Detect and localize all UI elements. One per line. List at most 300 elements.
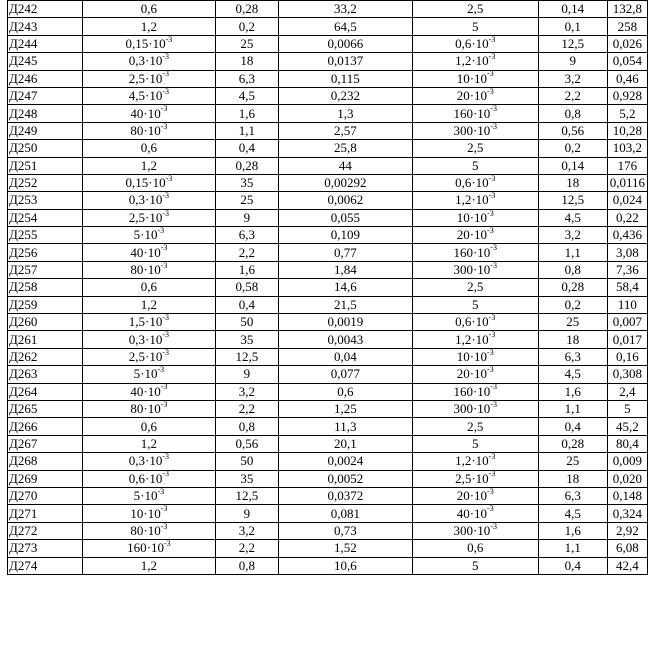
table-cell: 0,020 <box>607 470 647 487</box>
table-cell: $5\cdot 10^{-3}$ <box>82 366 215 383</box>
table-cell: 2,5 <box>412 140 538 157</box>
exponent: -3 <box>162 452 169 462</box>
row-code-cell: Д242 <box>8 1 83 18</box>
table-cell: $1,2\cdot 10^{-3}$ <box>412 192 538 209</box>
exponent: -3 <box>490 400 497 409</box>
table-cell: 0,436 <box>607 227 647 244</box>
row-code-cell: Д262 <box>8 348 83 365</box>
exponent: -3 <box>160 383 168 392</box>
table-row <box>8 540 648 557</box>
row-code-cell: Д267 <box>8 435 83 452</box>
row-code-cell: Д251 <box>8 157 83 174</box>
row-code-cell: Д274 <box>8 557 83 574</box>
table-cell: 0,56 <box>538 122 607 139</box>
table-row <box>8 331 648 348</box>
table-cell: 14,6 <box>278 279 412 296</box>
table-cell: 0,8 <box>215 418 278 435</box>
table-cell: 0,4 <box>215 140 278 157</box>
table-cell: 0,024 <box>607 192 647 209</box>
table-cell: 3,2 <box>538 70 607 87</box>
table-row <box>8 122 648 139</box>
exponent: -3 <box>165 35 173 44</box>
exponent: -3 <box>490 122 497 131</box>
table-cell: 12,5 <box>215 487 278 504</box>
table-cell: 2,5 <box>412 1 538 18</box>
table-cell: 5 <box>412 296 538 313</box>
table-cell: 50 <box>215 453 278 470</box>
table-cell: 5 <box>412 157 538 174</box>
row-code-cell: Д248 <box>8 105 83 122</box>
table-cell: 9 <box>538 53 607 70</box>
table-cell: 0,2 <box>215 18 278 35</box>
table-cell: 6,3 <box>538 348 607 365</box>
table-row <box>8 314 648 331</box>
table-cell: 0,115 <box>278 70 412 87</box>
table-cell: 10,6 <box>278 557 412 574</box>
table-cell: 0,232 <box>278 87 412 104</box>
table-cell: 0,14 <box>538 1 607 18</box>
table-cell: 2,2 <box>538 87 607 104</box>
table-cell: 0,6 <box>412 540 538 557</box>
table-cell: 3,2 <box>538 227 607 244</box>
exponent: -3 <box>160 504 168 514</box>
exponent: -3 <box>488 191 496 201</box>
table-cell: 18 <box>538 470 607 487</box>
table-cell: $1,2\cdot 10^{-3}$ <box>412 53 538 70</box>
table-cell: 0,928 <box>607 87 647 104</box>
table-cell: 0,28 <box>215 157 278 174</box>
table-cell: $2,5\cdot 10^{-3}$ <box>82 348 215 365</box>
table-cell: 1,2 <box>82 557 215 574</box>
table-cell: 0,6 <box>278 383 412 400</box>
table-cell: $2,5\cdot 10^{-3}$ <box>82 209 215 226</box>
table-cell: 0,308 <box>607 366 647 383</box>
table-cell: 1,2 <box>82 18 215 35</box>
exponent: -3 <box>162 191 169 201</box>
exponent: -3 <box>490 383 497 392</box>
table-cell: 0,28 <box>538 435 607 452</box>
table-cell: 0,28 <box>538 279 607 296</box>
row-code-cell: Д249 <box>8 122 83 139</box>
table-cell: $80\cdot 10^{-3}$ <box>82 122 215 139</box>
table-cell: 35 <box>215 174 278 191</box>
row-code-cell: Д245 <box>8 53 83 70</box>
exponent: -3 <box>488 52 496 62</box>
table-cell: 0,00292 <box>278 174 412 191</box>
table-cell: $160\cdot 10^{-3}$ <box>412 244 538 261</box>
table-cell: 0,0116 <box>607 174 647 191</box>
table-row <box>8 105 648 122</box>
table-cell: $20\cdot 10^{-3}$ <box>412 366 538 383</box>
table-cell: 9 <box>215 209 278 226</box>
exponent: -3 <box>160 400 168 409</box>
table-cell: 25 <box>538 453 607 470</box>
table-cell: 0,8 <box>538 261 607 278</box>
exponent: -3 <box>487 70 494 79</box>
table-cell: 0,026 <box>607 35 647 52</box>
table-row <box>8 174 648 191</box>
table-cell: $2,5\cdot 10^{-3}$ <box>412 470 538 487</box>
table-cell: $160\cdot 10^{-3}$ <box>412 105 538 122</box>
row-code-cell: Д260 <box>8 314 83 331</box>
row-code-cell: Д247 <box>8 87 83 104</box>
table-cell: 5,2 <box>607 105 647 122</box>
table-cell: 4,5 <box>538 505 607 522</box>
table-cell: 2,2 <box>215 244 278 261</box>
table-row <box>8 87 648 104</box>
exponent: -3 <box>487 226 494 235</box>
row-code-cell: Д265 <box>8 400 83 417</box>
table-row <box>8 140 648 157</box>
table-cell: 0,0372 <box>278 487 412 504</box>
table-cell: 5 <box>412 18 538 35</box>
table-cell: 0,1 <box>538 18 607 35</box>
table-cell: 0,009 <box>607 453 647 470</box>
exponent: -3 <box>488 330 496 340</box>
table-cell: $10\cdot 10^{-3}$ <box>82 505 215 522</box>
exponent: -3 <box>160 122 168 131</box>
table-cell: 176 <box>607 157 647 174</box>
row-code-cell: Д256 <box>8 244 83 261</box>
table-cell: 0,16 <box>607 348 647 365</box>
table-cell: 0,14 <box>538 157 607 174</box>
table-cell: $80\cdot 10^{-3}$ <box>82 522 215 539</box>
table-row <box>8 505 648 522</box>
row-code-cell: Д257 <box>8 261 83 278</box>
table-cell: 0,22 <box>607 209 647 226</box>
table-cell: $5\cdot 10^{-3}$ <box>82 227 215 244</box>
table-cell: 21,5 <box>278 296 412 313</box>
table-cell: $300\cdot 10^{-3}$ <box>412 261 538 278</box>
table-cell: 1,1 <box>538 540 607 557</box>
table-cell: $160\cdot 10^{-3}$ <box>412 383 538 400</box>
table-cell: $0,3\cdot 10^{-3}$ <box>82 453 215 470</box>
table-cell: 0,4 <box>215 296 278 313</box>
exponent: -3 <box>160 261 168 270</box>
table-cell: 45,2 <box>607 418 647 435</box>
table-cell: 4,5 <box>538 366 607 383</box>
table-cell: $300\cdot 10^{-3}$ <box>412 122 538 139</box>
row-code-cell: Д272 <box>8 522 83 539</box>
table-cell: 1,1 <box>538 244 607 261</box>
exponent: -3 <box>490 522 497 531</box>
table-cell: 0,58 <box>215 279 278 296</box>
table-cell: 3,2 <box>215 522 278 539</box>
table-cell: $4,5\cdot 10^{-3}$ <box>82 87 215 104</box>
table-cell: 2,2 <box>215 540 278 557</box>
table-cell: 0,077 <box>278 366 412 383</box>
table-cell: 18 <box>538 174 607 191</box>
table-cell: 6,3 <box>215 227 278 244</box>
table-cell: 6,3 <box>538 487 607 504</box>
table-cell: $80\cdot 10^{-3}$ <box>82 400 215 417</box>
table-cell: $80\cdot 10^{-3}$ <box>82 261 215 278</box>
exponent: -3 <box>157 487 165 496</box>
table-cell: 0,73 <box>278 522 412 539</box>
exponent: -3 <box>163 539 171 548</box>
table-cell: $10\cdot 10^{-3}$ <box>412 209 538 226</box>
table-cell: $0,3\cdot 10^{-3}$ <box>82 53 215 70</box>
row-code-cell: Д271 <box>8 505 83 522</box>
exponent: -3 <box>165 174 173 183</box>
table-cell: 1,2 <box>82 157 215 174</box>
table-cell: 58,4 <box>607 279 647 296</box>
table-cell: $0,6\cdot 10^{-3}$ <box>412 174 538 191</box>
table-cell: 0,081 <box>278 505 412 522</box>
exponent: -3 <box>487 487 494 496</box>
table-cell: $0,15\cdot 10^{-3}$ <box>82 174 215 191</box>
table-cell: $300\cdot 10^{-3}$ <box>412 400 538 417</box>
table-cell: 1,6 <box>538 383 607 400</box>
table-cell: 3,2 <box>215 383 278 400</box>
row-code-cell: Д246 <box>8 70 83 87</box>
table-cell: 0,054 <box>607 53 647 70</box>
table-cell: 42,4 <box>607 557 647 574</box>
table-cell: 0,0137 <box>278 53 412 70</box>
table-row <box>8 35 648 52</box>
exponent: -3 <box>162 470 169 479</box>
table-row <box>8 244 648 261</box>
table-cell: $20\cdot 10^{-3}$ <box>412 87 538 104</box>
row-code-cell: Д263 <box>8 366 83 383</box>
table-cell: $0,6\cdot 10^{-3}$ <box>412 35 538 52</box>
row-code-cell: Д252 <box>8 174 83 191</box>
exponent: -3 <box>488 313 496 322</box>
table-cell: 0,4 <box>538 557 607 574</box>
table-cell: 64,5 <box>278 18 412 35</box>
table-cell: 0,0066 <box>278 35 412 52</box>
table-row <box>8 192 648 209</box>
row-code-cell: Д269 <box>8 470 83 487</box>
exponent: -3 <box>487 365 494 375</box>
table-cell: 0,4 <box>538 418 607 435</box>
exponent: -3 <box>487 504 494 514</box>
table-cell: 0,28 <box>215 1 278 18</box>
exponent: -3 <box>157 226 165 235</box>
table-cell: $40\cdot 10^{-3}$ <box>82 383 215 400</box>
table-cell: 18 <box>538 331 607 348</box>
table-cell: 5 <box>412 557 538 574</box>
table-cell: $0,6\cdot 10^{-3}$ <box>82 470 215 487</box>
row-code-cell: Д254 <box>8 209 83 226</box>
table-cell: 1,6 <box>538 522 607 539</box>
table-cell: 2,57 <box>278 122 412 139</box>
table-cell: $1,2\cdot 10^{-3}$ <box>412 453 538 470</box>
exponent: -3 <box>162 330 169 340</box>
table-cell: 4,5 <box>538 209 607 226</box>
table-cell: 0,56 <box>215 435 278 452</box>
table-row <box>8 400 648 417</box>
table-cell: 1,6 <box>215 105 278 122</box>
exponent: -3 <box>162 70 169 79</box>
exponent: -3 <box>487 209 494 218</box>
data-table <box>7 0 648 575</box>
table-row <box>8 209 648 226</box>
table-row <box>8 53 648 70</box>
table-cell: 0,324 <box>607 505 647 522</box>
table-cell: 4,5 <box>215 87 278 104</box>
exponent: -3 <box>162 313 169 322</box>
table-cell: 110 <box>607 296 647 313</box>
table-cell: $40\cdot 10^{-3}$ <box>412 505 538 522</box>
exponent: -3 <box>488 174 496 183</box>
table-cell: 25 <box>215 192 278 209</box>
table-cell: 33,2 <box>278 1 412 18</box>
table-cell: 0,2 <box>538 140 607 157</box>
table-cell: 7,36 <box>607 261 647 278</box>
table-cell: 1,6 <box>215 261 278 278</box>
table-body <box>8 1 648 575</box>
table-row <box>8 70 648 87</box>
table-cell: 25,8 <box>278 140 412 157</box>
table-cell: 1,2 <box>82 435 215 452</box>
exponent: -3 <box>490 243 497 253</box>
table-cell: $2,5\cdot 10^{-3}$ <box>82 70 215 87</box>
table-cell: 0,6 <box>82 279 215 296</box>
row-code-cell: Д250 <box>8 140 83 157</box>
table-cell: $0,15\cdot 10^{-3}$ <box>82 35 215 52</box>
exponent: -3 <box>490 104 497 114</box>
table-cell: 1,1 <box>215 122 278 139</box>
table-cell: $160\cdot 10^{-3}$ <box>82 540 215 557</box>
table-cell: 1,2 <box>82 296 215 313</box>
table-cell: 1,84 <box>278 261 412 278</box>
table-cell: 0,0052 <box>278 470 412 487</box>
table-cell: 0,0024 <box>278 453 412 470</box>
row-code-cell: Д270 <box>8 487 83 504</box>
exponent: -3 <box>488 470 496 479</box>
table-row <box>8 296 648 313</box>
table-cell: 5 <box>607 400 647 417</box>
table-cell: 9 <box>215 505 278 522</box>
table-cell: $10\cdot 10^{-3}$ <box>412 70 538 87</box>
table-cell: 0,0043 <box>278 331 412 348</box>
table-cell: $0,3\cdot 10^{-3}$ <box>82 331 215 348</box>
exponent: -3 <box>160 104 168 114</box>
table-cell: $40\cdot 10^{-3}$ <box>82 105 215 122</box>
table-cell: 0,46 <box>607 70 647 87</box>
table-cell: $1,5\cdot 10^{-3}$ <box>82 314 215 331</box>
table-cell: 10,28 <box>607 122 647 139</box>
table-cell: 35 <box>215 470 278 487</box>
row-code-cell: Д258 <box>8 279 83 296</box>
table-cell: 103,2 <box>607 140 647 157</box>
table-cell: 2,2 <box>215 400 278 417</box>
table-cell: 44 <box>278 157 412 174</box>
table-row <box>8 348 648 365</box>
table-cell: 0,109 <box>278 227 412 244</box>
exponent: -3 <box>488 452 496 462</box>
table-row <box>8 366 648 383</box>
table-cell: 12,5 <box>215 348 278 365</box>
table-cell: 12,5 <box>538 35 607 52</box>
row-code-cell: Д255 <box>8 227 83 244</box>
table-cell: $0,3\cdot 10^{-3}$ <box>82 192 215 209</box>
table-row <box>8 470 648 487</box>
table-cell: 0,0019 <box>278 314 412 331</box>
table-row <box>8 453 648 470</box>
row-code-cell: Д244 <box>8 35 83 52</box>
exponent: -3 <box>487 348 494 357</box>
table-cell: 132,8 <box>607 1 647 18</box>
table-cell: 0,148 <box>607 487 647 504</box>
table-cell: 2,5 <box>412 418 538 435</box>
row-code-cell: Д253 <box>8 192 83 209</box>
table-cell: $5\cdot 10^{-3}$ <box>82 487 215 504</box>
table-row <box>8 487 648 504</box>
table-cell: 0,8 <box>215 557 278 574</box>
table-cell: 1,25 <box>278 400 412 417</box>
table-cell: 1,52 <box>278 540 412 557</box>
table-cell: 9 <box>215 366 278 383</box>
exponent: -3 <box>488 35 496 44</box>
table-cell: 0,0062 <box>278 192 412 209</box>
table-cell: $20\cdot 10^{-3}$ <box>412 487 538 504</box>
exponent: -3 <box>490 261 497 270</box>
table-cell: $300\cdot 10^{-3}$ <box>412 522 538 539</box>
exponent: -3 <box>160 522 168 531</box>
table-cell: 2,4 <box>607 383 647 400</box>
exponent: -3 <box>487 87 494 96</box>
row-code-cell: Д243 <box>8 18 83 35</box>
exponent: -3 <box>162 209 169 218</box>
table-cell: 50 <box>215 314 278 331</box>
table-row <box>8 418 648 435</box>
table-row <box>8 1 648 18</box>
table-row <box>8 435 648 452</box>
table-cell: 18 <box>215 53 278 70</box>
row-code-cell: Д273 <box>8 540 83 557</box>
table-cell: 6,08 <box>607 540 647 557</box>
table-cell: $1,2\cdot 10^{-3}$ <box>412 331 538 348</box>
table-cell: 0,6 <box>82 140 215 157</box>
table-cell: 1,3 <box>278 105 412 122</box>
table-cell: 0,007 <box>607 314 647 331</box>
exponent: -3 <box>162 348 169 357</box>
table-cell: 25 <box>215 35 278 52</box>
table-cell: 0,8 <box>538 105 607 122</box>
table-row <box>8 557 648 574</box>
row-code-cell: Д264 <box>8 383 83 400</box>
row-code-cell: Д259 <box>8 296 83 313</box>
table-cell: 2,5 <box>412 279 538 296</box>
exponent: -3 <box>162 52 169 62</box>
table-cell: 3,08 <box>607 244 647 261</box>
table-row <box>8 279 648 296</box>
table-row <box>8 383 648 400</box>
row-code-cell: Д261 <box>8 331 83 348</box>
table-cell: 0,055 <box>278 209 412 226</box>
table-cell: 2,92 <box>607 522 647 539</box>
table-cell: 0,6 <box>82 418 215 435</box>
table-cell: $0,6\cdot 10^{-3}$ <box>412 314 538 331</box>
table-row <box>8 227 648 244</box>
table-cell: $20\cdot 10^{-3}$ <box>412 227 538 244</box>
exponent: -3 <box>160 243 168 253</box>
table-cell: 0,6 <box>82 1 215 18</box>
table-cell: 5 <box>412 435 538 452</box>
table-row <box>8 261 648 278</box>
table-cell: 1,1 <box>538 400 607 417</box>
row-code-cell: Д266 <box>8 418 83 435</box>
table-cell: 80,4 <box>607 435 647 452</box>
exponent: -3 <box>162 87 169 96</box>
table-cell: 258 <box>607 18 647 35</box>
table-cell: $40\cdot 10^{-3}$ <box>82 244 215 261</box>
table-row <box>8 157 648 174</box>
table-cell: 0,77 <box>278 244 412 261</box>
table-cell: 35 <box>215 331 278 348</box>
